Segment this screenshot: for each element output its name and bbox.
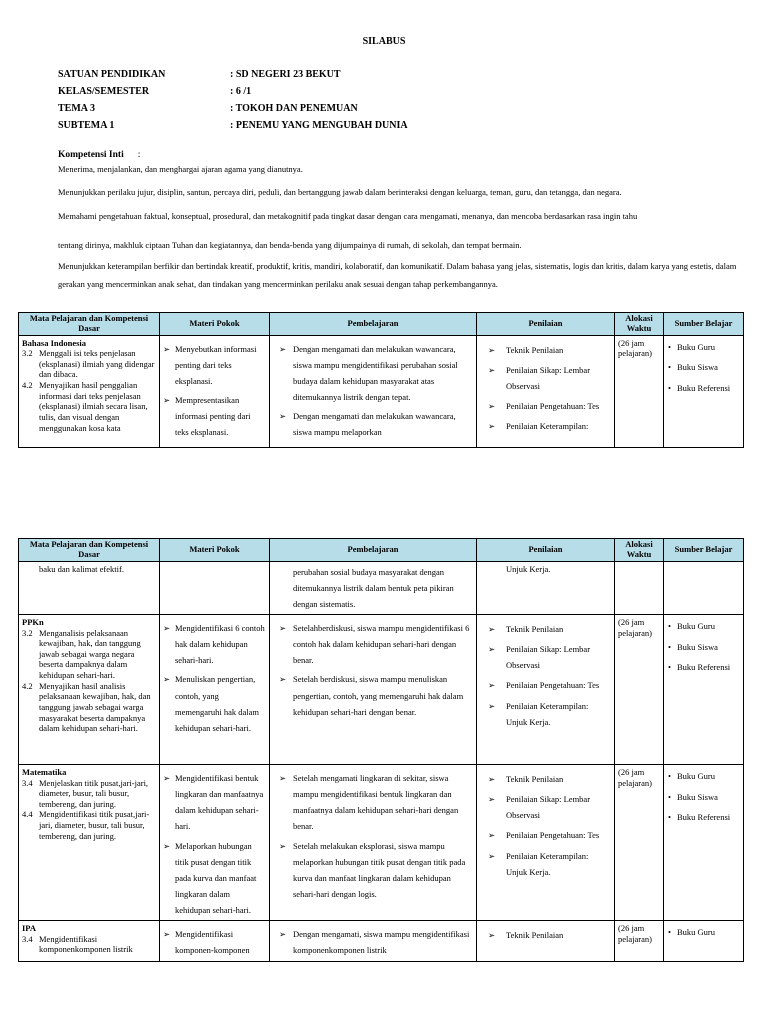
kd-item	[22, 628, 156, 681]
penilaian-item	[480, 641, 611, 673]
pembelajaran-text: Dengan mengamati dan melakukan wawancara, siswa mampu mengidentifikasi perubahan sosial budaya dalam kehidupan masyarakat atas ditemukannya listrik dengan tepat.	[293, 343, 458, 402]
arrow-bullet-icon: ➢	[488, 644, 496, 655]
pembelajaran-text: perubahan sosial budaya masyarakat dengan ditemukannya listrik dalam bentuk peta pikiran dengan sistematis.	[293, 566, 454, 609]
pembelajaran-text: Setelahberdiskusi, siswa mampu mengidentifikasi 6 contoh hak dalam kehidupan sehari-hari dengan benar.	[293, 622, 470, 666]
materi-text: Menuliskan pengertian, contoh, yang memengaruhi hak dalam kehidupan sehari-hari.	[175, 674, 260, 733]
kd-text: Mengidentifikasi titik pusat,jari-jari, diameter, busur, tali busur, tembereng, dan juring.	[39, 809, 150, 841]
arrow-bullet-icon: ➢	[488, 700, 496, 711]
identity-label: SUBTEMA 1	[58, 120, 115, 131]
sumber-text: Buku Guru	[677, 770, 716, 781]
arrow-bullet-icon: ➢	[163, 394, 171, 405]
materi-cell	[160, 921, 270, 961]
mapel-cell	[19, 561, 160, 614]
sumber-cell	[664, 614, 744, 764]
bullet-dot-icon: •	[668, 382, 671, 393]
ki-item	[58, 163, 738, 176]
kd-item	[22, 348, 156, 380]
arrow-bullet-icon: ➢	[488, 623, 496, 634]
sumber-cell	[664, 561, 744, 614]
penilaian-text: Penilaian Sikap: Lembar Observasi	[506, 794, 591, 821]
materi-text: Mempresentasikan informasi penting dari teks eksplanasi.	[175, 394, 251, 438]
kd-text: Menjelaskan titik pusat,jari-jari, diameter, busur, tali busur, tembereng, dan juring.	[39, 777, 149, 809]
pembelajaran-item	[273, 620, 473, 668]
pembelajaran-text: Dengan mengamati, siswa mampu mengidentifikasi komponenkomponen listrik	[293, 929, 470, 956]
bullet-dot-icon: •	[668, 927, 671, 938]
penilaian-cell	[477, 614, 615, 764]
penilaian-item	[480, 342, 611, 358]
bullet-dot-icon: •	[668, 341, 671, 352]
sumber-cell	[664, 764, 744, 920]
materi-text: Mengidentifikasi bentuk lingkaran dan manfaatnya dalam kehidupan sehari-hari.	[175, 772, 264, 832]
identity-value: : SD NEGERI 23 BEKUT	[230, 69, 341, 80]
mapel-cell	[19, 614, 160, 764]
arrow-bullet-icon: ➢	[488, 773, 496, 784]
document-title: SILABUS	[362, 36, 406, 47]
bullet-dot-icon: •	[668, 770, 671, 781]
identity-label: TEMA 3	[58, 103, 95, 114]
penilaian-text: Teknik Penilaian	[506, 623, 564, 634]
materi-item	[163, 620, 266, 668]
ki-item	[58, 186, 738, 199]
arrow-bullet-icon: ➢	[279, 343, 287, 354]
header-pembelajaran: Pembelajaran	[270, 313, 477, 336]
sumber-cell	[664, 921, 744, 961]
identity-row-tema	[58, 103, 358, 114]
ki-item	[58, 209, 738, 225]
penilaian-item	[480, 677, 611, 693]
pembelajaran-cell	[270, 764, 477, 920]
header-penilaian: Penilaian	[477, 313, 615, 336]
arrow-bullet-icon: ➢	[279, 622, 287, 633]
pembelajaran-cell	[270, 335, 477, 447]
sumber-item	[667, 362, 740, 373]
penilaian-item	[480, 827, 611, 843]
header-penilaian: Penilaian	[477, 539, 615, 562]
penilaian-text: Penilaian Sikap: Lembar Observasi	[506, 644, 591, 671]
pembelajaran-item	[273, 341, 473, 406]
penilaian-text: Penilaian Pengetahuan: Tes	[506, 830, 600, 841]
alokasi-cell: (26 jam pelajaran)	[615, 764, 664, 920]
arrow-bullet-icon: ➢	[279, 411, 287, 422]
arrow-bullet-icon: ➢	[488, 930, 496, 941]
materi-cell	[160, 614, 270, 764]
pembelajaran-item	[273, 671, 473, 719]
kd-text: Menyajikan hasil penggalian informasi dari teks penjelasan (eksplanasi) ilmiah secara lisan, tulis, dan visual dengan menggunakan kosa kata	[39, 380, 148, 433]
kd-item	[22, 934, 156, 955]
arrow-bullet-icon: ➢	[488, 830, 496, 841]
penilaian-item	[480, 791, 611, 823]
header-materi: Materi Pokok	[160, 539, 270, 562]
sumber-item	[667, 621, 740, 632]
subject-name: IPA	[22, 923, 37, 934]
arrow-bullet-icon: ➢	[488, 794, 496, 805]
arrow-bullet-icon: ➢	[488, 850, 496, 861]
kd-item	[22, 809, 156, 841]
penilaian-text: Penilaian Pengetahuan: Tes	[506, 400, 600, 411]
penilaian-item	[480, 927, 611, 943]
materi-item	[163, 671, 266, 736]
kd-text: Menganalisis pelaksanaan kewajiban, hak, dan tanggung jawab sebagai warga negara beserta dampaknya dalam kehidupan sehari-hari.	[39, 627, 141, 681]
arrow-bullet-icon: ➢	[488, 400, 496, 411]
header-mapel: Mata Pelajaran dan Kompetensi Dasar	[19, 539, 160, 562]
penilaian-text: Penilaian Keterampilan: Unjuk Kerja.	[506, 850, 589, 877]
kd-item	[22, 778, 156, 810]
alokasi-cell: (26 jam pelajaran)	[615, 614, 664, 764]
kompetensi-inti-colon: :	[137, 150, 141, 160]
kd-text: Menyajikan hasil analisis pelaksanaan kewajiban, hak, dan tanggung jawab sebagai warga masyarakat beserta dampaknya dalam kehidupan sehari-hari.	[39, 680, 151, 734]
arrow-bullet-icon: ➢	[163, 343, 171, 354]
kd-number: 4.4	[22, 809, 33, 820]
bullet-dot-icon: •	[668, 812, 671, 823]
ki-text: Menerima, menjalankan, dan menghargai ajaran agama yang dianutnya.	[58, 164, 303, 174]
bullet-dot-icon: •	[668, 620, 671, 631]
sumber-item	[667, 812, 740, 823]
penilaian-text: Penilaian Keterampilan:	[506, 421, 589, 432]
materi-text: Melaporkan hubungan titik pusat dengan titik pada kurva dan manfaat lingkaran dalam kehidupan sehari-hari.	[175, 840, 257, 916]
sumber-text: Buku Referensi	[677, 812, 731, 823]
table-row	[19, 335, 744, 447]
penilaian-text: Unjuk Kerja.	[506, 563, 551, 574]
mapel-cell	[19, 921, 160, 961]
kd-text: Mengidentifikasi komponenkomponen listrik	[39, 933, 133, 955]
sumber-item	[667, 642, 740, 653]
ki-text: Menunjukkan perilaku jujur, disiplin, santun, percaya diri, peduli, dan bertanggung jawab dalam berinteraksi dengan keluarga, teman, guru, dan tetangga, dan negara.	[58, 187, 622, 197]
kompetensi-inti-title	[58, 150, 140, 160]
penilaian-text: Penilaian Pengetahuan: Tes	[506, 680, 600, 691]
pembelajaran-item	[273, 926, 473, 958]
penilaian-item	[480, 418, 611, 434]
pembelajaran-text: Dengan mengamati dan melakukan wawancara, siswa mampu melaporkan	[293, 411, 456, 438]
penilaian-text: Penilaian Sikap: Lembar Observasi	[506, 364, 591, 391]
arrow-bullet-icon: ➢	[488, 421, 496, 432]
materi-cell	[160, 764, 270, 920]
header-sumber: Sumber Belajar	[664, 539, 744, 562]
ki-item	[58, 258, 738, 294]
arrow-bullet-icon: ➢	[163, 674, 171, 685]
materi-item	[163, 838, 266, 919]
identity-row-subtema	[58, 120, 408, 131]
materi-text: Menyebutkan informasi penting dari teks eksplanasi.	[175, 343, 257, 386]
subject-name: Bahasa Indonesia	[22, 337, 87, 348]
header-pembelajaran: Pembelajaran	[270, 539, 477, 562]
header-alokasi: Alokasi Waktu	[615, 313, 664, 336]
kd-number: 3.2	[22, 348, 33, 359]
bullet-dot-icon: •	[668, 362, 671, 373]
alokasi-cell: (26 jam pelajaran)	[615, 921, 664, 961]
sumber-item	[667, 383, 740, 394]
sumber-cell	[664, 335, 744, 447]
identity-row-kelas	[58, 86, 251, 97]
sumber-text: Buku Siswa	[677, 641, 718, 652]
kd-text: baku dan kalimat efektif.	[39, 563, 124, 574]
materi-cell	[160, 561, 270, 614]
penilaian-item	[480, 362, 611, 394]
alokasi-cell	[615, 561, 664, 614]
penilaian-text: Teknik Penilaian	[506, 930, 564, 941]
subject-name: PPKn	[22, 616, 44, 627]
pembelajaran-text: Setelah mengamati lingkaran di sekitar, siswa mampu mengidentifikasi bentuk lingkaran dan manfaatnya dalam kehidupan sehari-hari dengan benar.	[293, 772, 459, 832]
arrow-bullet-icon: ➢	[163, 929, 171, 940]
pembelajaran-text: Setelah berdiskusi, siswa mampu menuliskan pengertian, contoh, yang memengaruhi hak dalam kehidupan sehari-hari dengan benar.	[293, 674, 464, 717]
arrow-bullet-icon: ➢	[488, 364, 496, 375]
arrow-bullet-icon: ➢	[163, 622, 171, 633]
pembelajaran-item	[273, 770, 473, 835]
penilaian-text: Teknik Penilaian	[506, 344, 564, 355]
arrow-bullet-icon: ➢	[279, 929, 287, 940]
mapel-cell	[19, 335, 160, 447]
penilaian-text: Penilaian Keterampilan: Unjuk Kerja.	[506, 700, 589, 727]
ki-text: tentang dirinya, makhluk ciptaan Tuhan dan kegiatannya, dan benda-benda yang dijumpainya di rumah, di sekolah, dan tempat bermain.	[58, 240, 522, 250]
sumber-item	[667, 662, 740, 673]
identity-value: : 6 /1	[230, 86, 252, 97]
kd-item	[22, 380, 156, 433]
identity-label: SATUAN PENDIDIKAN	[58, 69, 166, 80]
pembelajaran-item	[273, 408, 473, 440]
identity-label: KELAS/SEMESTER	[58, 86, 150, 97]
materi-item	[163, 341, 266, 389]
penilaian-item	[480, 398, 611, 414]
table-row	[19, 764, 744, 920]
bullet-dot-icon: •	[668, 791, 671, 802]
sumber-text: Buku Referensi	[677, 382, 731, 393]
arrow-bullet-icon: ➢	[279, 840, 287, 851]
identity-row-satuan	[58, 69, 341, 80]
sumber-item	[667, 792, 740, 803]
materi-text: Mengidentifikasi komponen-komponen	[175, 929, 250, 956]
kd-number: 4.2	[22, 680, 33, 691]
kd-number: 4.2	[22, 380, 33, 391]
penilaian-item	[480, 771, 611, 787]
table-row	[19, 561, 744, 614]
table-header-row	[19, 539, 744, 562]
arrow-bullet-icon: ➢	[488, 680, 496, 691]
identity-value: : PENEMU YANG MENGUBAH DUNIA	[230, 120, 408, 131]
bullet-dot-icon: •	[668, 662, 671, 673]
pembelajaran-text: Setelah melakukan eksplorasi, siswa mampu melaporkan hubungan titik pusat dengan titik pada kurva dan manfaat lingkaran dalam kehidupan sehari-hari dengan logis.	[293, 840, 466, 899]
header-mapel: Mata Pelajaran dan Kompetensi Dasar	[19, 313, 160, 336]
table-row	[19, 921, 744, 961]
silabus-table-2	[18, 538, 744, 962]
sumber-item	[667, 771, 740, 782]
arrow-bullet-icon: ➢	[488, 344, 496, 355]
ki-continuation	[58, 239, 738, 252]
ki-text: Memahami pengetahuan faktual, konseptual, prosedural, dan metakognitif pada tingkat dasar dengan cara mengamati, menanya, dan mencoba berdasarkan rasa ingin tahu	[58, 211, 638, 221]
sumber-text: Buku Guru	[677, 620, 716, 631]
sumber-item	[667, 342, 740, 353]
header-alokasi: Alokasi Waktu	[615, 539, 664, 562]
sumber-text: Buku Siswa	[677, 791, 718, 802]
penilaian-text: Teknik Penilaian	[506, 773, 564, 784]
bullet-dot-icon: •	[668, 641, 671, 652]
silabus-table-1	[18, 312, 744, 448]
kd-number: 3.2	[22, 627, 33, 638]
pembelajaran-cell	[270, 921, 477, 961]
arrow-bullet-icon: ➢	[163, 840, 171, 851]
penilaian-cell	[477, 921, 615, 961]
pembelajaran-item	[273, 838, 473, 903]
kd-number: 3.4	[22, 933, 33, 944]
penilaian-item	[480, 848, 611, 880]
sumber-text: Buku Siswa	[677, 362, 718, 373]
identity-value: : TOKOH DAN PENEMUAN	[230, 103, 358, 114]
penilaian-item	[480, 621, 611, 637]
header-sumber: Sumber Belajar	[664, 313, 744, 336]
penilaian-item	[480, 698, 611, 730]
pembelajaran-cell	[270, 561, 477, 614]
table-row	[19, 614, 744, 764]
materi-item	[163, 926, 266, 958]
table-header-row	[19, 313, 744, 336]
sumber-text: Buku Guru	[677, 341, 716, 352]
materi-cell	[160, 335, 270, 447]
kompetensi-inti-label: Kompetensi Inti	[58, 150, 124, 160]
sumber-text: Buku Referensi	[677, 662, 731, 673]
kd-item	[22, 681, 156, 734]
sumber-text: Buku Guru	[677, 927, 716, 938]
subject-name: Matematika	[22, 766, 67, 777]
alokasi-cell: (26 jam pelajaran)	[615, 335, 664, 447]
materi-item	[163, 770, 266, 835]
arrow-bullet-icon: ➢	[163, 772, 171, 783]
penilaian-cell	[477, 335, 615, 447]
arrow-bullet-icon: ➢	[279, 772, 287, 783]
header-materi: Materi Pokok	[160, 313, 270, 336]
pembelajaran-cell	[270, 614, 477, 764]
arrow-bullet-icon: ➢	[279, 674, 287, 685]
ki-text: Menunjukkan keterampilan berfikir dan bertindak kreatif, produktif, kritis, mandiri, kolaboratif, dan komunikatif. Dalam bahasa yang jelas, sistematis, logis dan kritis, dalam karya yang estetis, dalam gerakan yang mencerminkan anak sehat, dan tindakan yang mencerminkan perilaku anak sesuai dengan tahap perkembangannya.	[58, 261, 737, 289]
penilaian-cell	[477, 764, 615, 920]
sumber-item	[667, 927, 740, 938]
materi-item	[163, 392, 266, 440]
mapel-cell	[19, 764, 160, 920]
kd-text: Menggali isi teks penjelasan (eksplanasi) ilmiah yang didengar dan dibaca.	[39, 348, 155, 380]
materi-text: Mengidentifikasi 6 contoh hak dalam kehidupan sehari-hari.	[175, 622, 265, 666]
kd-number: 3.4	[22, 777, 33, 788]
penilaian-cell	[477, 561, 615, 614]
